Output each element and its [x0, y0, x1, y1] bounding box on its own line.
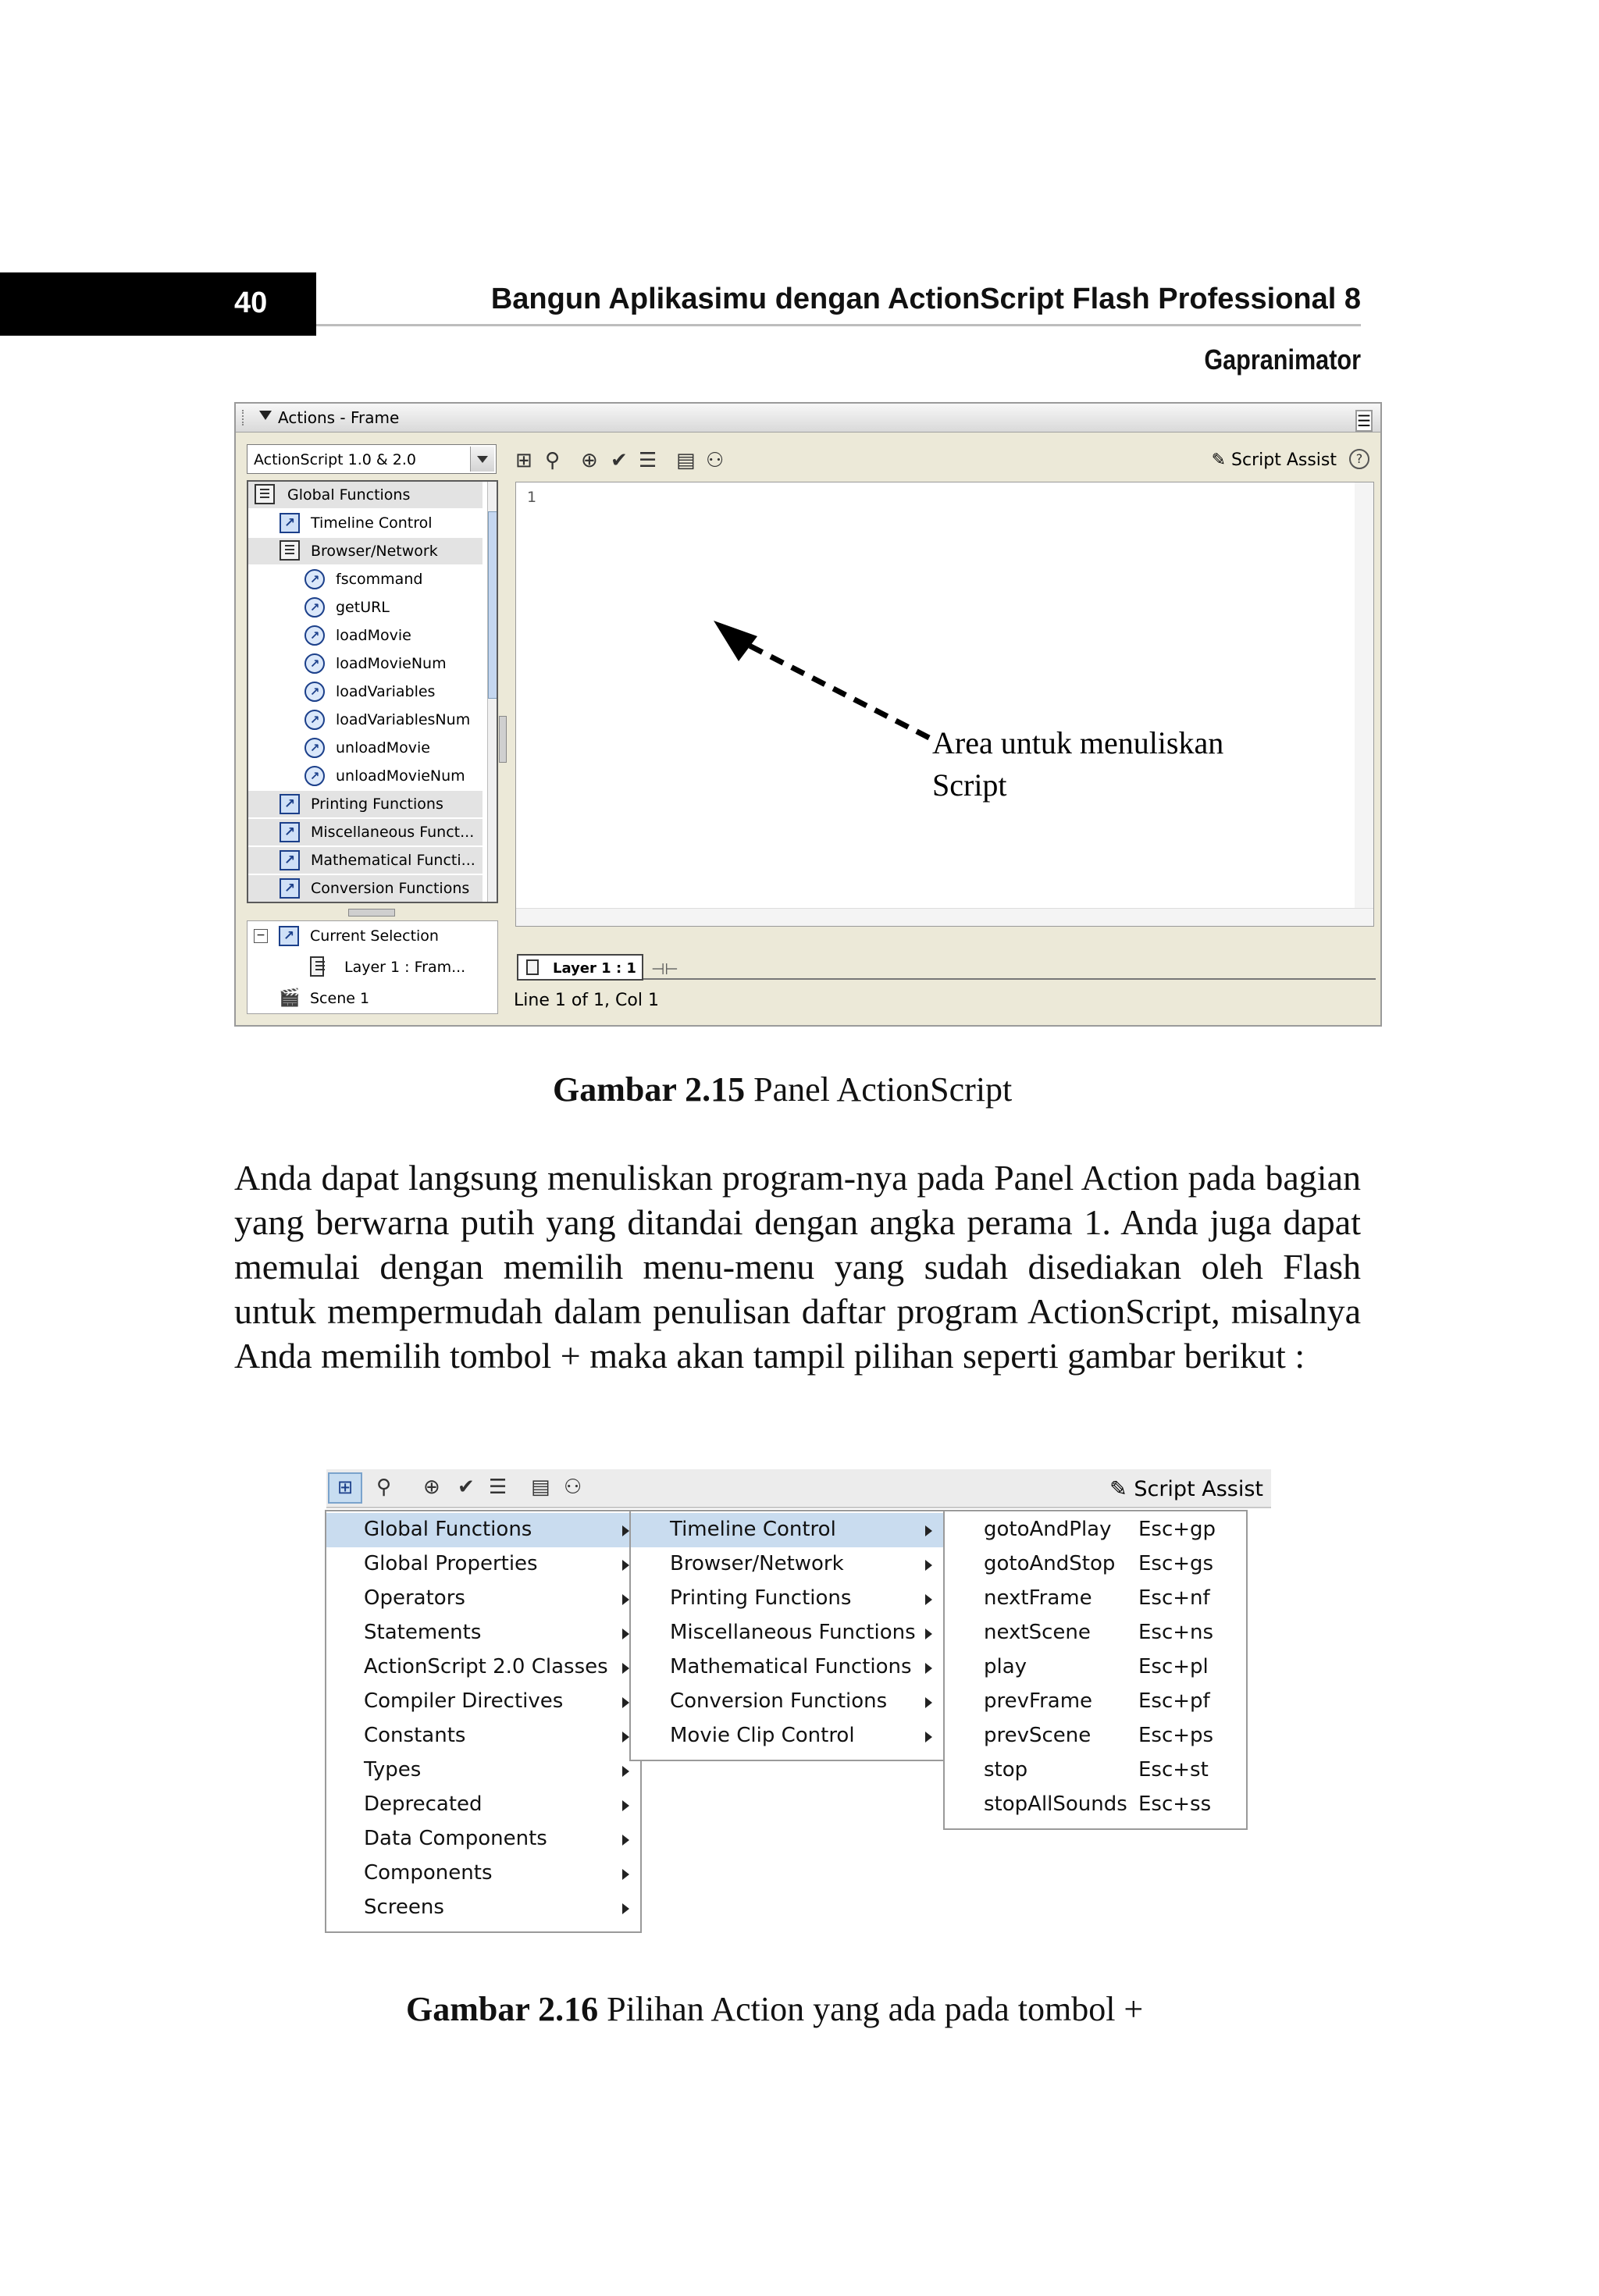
debug-options-icon[interactable]: ⚇ [706, 449, 725, 472]
menu-item[interactable]: Statements [326, 1616, 640, 1650]
submenu-arrow-icon [622, 1835, 629, 1846]
wand-icon: ✎ [1109, 1477, 1127, 1501]
function-icon: ↗ [304, 625, 325, 646]
menu-item[interactable]: prevFrame Esc+pf [984, 1689, 1210, 1713]
action-icon: ↗ [280, 878, 300, 899]
function-icon: ↗ [304, 738, 325, 758]
page-number-bar [0, 272, 316, 336]
shortcut: Esc+pl [1138, 1655, 1209, 1678]
submenu-arrow-icon [622, 1560, 629, 1571]
shortcut: Esc+ns [1138, 1621, 1214, 1644]
script-assist-button[interactable]: ✎ Script Assist [1109, 1477, 1263, 1501]
tree-item[interactable]: ↗ loadVariablesNum [248, 707, 483, 733]
tree-item[interactable]: − ↗ Current Selection [248, 923, 482, 949]
wand-icon: ✎ [1211, 450, 1227, 470]
tree-item[interactable]: Layer 1 : Fram... [248, 954, 482, 981]
submenu-arrow-icon [622, 1766, 629, 1777]
tab-line [643, 978, 1376, 980]
code-hint-icon[interactable]: ▤ [531, 1475, 550, 1499]
menu-item[interactable]: ActionScript 2.0 Classes [326, 1650, 640, 1685]
actions-panel-screenshot [234, 402, 1382, 1027]
figure-caption-1 [553, 1070, 1012, 1109]
menu-item[interactable]: Timeline Control [631, 1513, 943, 1547]
menu-item[interactable]: Components [326, 1856, 640, 1891]
menu-item[interactable]: Global Functions [326, 1513, 640, 1547]
author-name: Gapranimator [1204, 344, 1361, 376]
menu-item[interactable]: gotoAndStop Esc+gs [984, 1552, 1214, 1575]
version-select-value: ActionScript 1.0 & 2.0 [254, 451, 416, 468]
target-path-icon[interactable]: ⊕ [423, 1475, 440, 1499]
submenu-arrow-icon [622, 1525, 629, 1536]
editor-annotation: Area untuk menuliskan Script [932, 725, 1224, 803]
tree-item[interactable]: ↗ Printing Functions [248, 791, 483, 817]
tree-item[interactable]: Browser/Network [248, 538, 483, 564]
menu-item[interactable]: Screens [326, 1891, 640, 1925]
tree-item[interactable]: ↗ unloadMovie [248, 735, 483, 761]
submenu-arrow-icon [925, 1594, 932, 1605]
auto-format-icon[interactable]: ☰ [489, 1475, 507, 1499]
action-icon: ↗ [280, 794, 300, 814]
menu-item[interactable]: stop Esc+st [984, 1758, 1209, 1782]
panel-menu-icon[interactable]: ☰ [1357, 411, 1371, 430]
menu-item[interactable]: stopAllSounds Esc+ss [984, 1792, 1212, 1816]
submenu-arrow-icon [925, 1663, 932, 1674]
caption-label: Gambar 2.15 [553, 1070, 746, 1109]
submenu-arrow-icon [622, 1903, 629, 1914]
menu-item[interactable]: Compiler Directives [326, 1685, 640, 1719]
actions-toolbar-2 [326, 1469, 1271, 1508]
code-hint-icon[interactable]: ▤ [676, 449, 696, 472]
action-icon: ↗ [280, 513, 300, 533]
submenu-arrow-icon [622, 1629, 629, 1639]
pin-script-icon[interactable]: ⊣⊢ [651, 959, 678, 978]
add-action-button[interactable]: ⊞ [328, 1472, 362, 1504]
global-functions-submenu [629, 1510, 945, 1761]
action-icon: ↗ [280, 850, 300, 870]
menu-item[interactable]: Constants [326, 1719, 640, 1753]
status-bar: Line 1 of 1, Col 1 [514, 991, 659, 1010]
menu-item[interactable]: play Esc+pl [984, 1655, 1209, 1678]
tree-item[interactable]: ↗ unloadMovieNum [248, 763, 483, 789]
shortcut: Esc+st [1138, 1758, 1209, 1782]
submenu-arrow-icon [925, 1629, 932, 1639]
function-icon: ↗ [304, 653, 325, 674]
menu-item[interactable]: gotoAndPlay Esc+gp [984, 1518, 1216, 1541]
debug-options-icon[interactable]: ⚇ [564, 1475, 582, 1499]
find-icon[interactable]: ⚲ [545, 449, 561, 472]
auto-format-icon[interactable]: ☰ [639, 449, 657, 472]
shortcut: Esc+pf [1138, 1689, 1210, 1713]
tree-item[interactable]: ↗ loadVariables [248, 678, 483, 705]
body-paragraph: Anda dapat langsung menuliskan program-nya pada Panel Action pada bagian yang berwarna putih yang ditandai dengan angka perama 1. Anda juga dapat memulai dengan memilih menu-menu yang sudah disediakan oleh Flash untuk mempermudah dalam penulisan daftar program ActionScript, misalnya Anda memilih tombol + maka akan tampil pilihan seperti gambar berikut : [234, 1158, 1361, 1376]
tree-item[interactable]: ↗ Conversion Functions [248, 875, 483, 902]
submenu-arrow-icon [622, 1732, 629, 1742]
figure-caption-2 [406, 1989, 1143, 2029]
menu-item[interactable]: Deprecated [326, 1788, 640, 1822]
arrowhead [714, 621, 757, 661]
tree-item[interactable]: 🎬 Scene 1 [279, 988, 370, 1008]
script-assist-button[interactable]: ✎ Script Assist [1211, 450, 1337, 470]
menu-item[interactable]: Movie Clip Control [631, 1719, 943, 1753]
global-menu [325, 1510, 642, 1933]
line-number: 1 [527, 489, 537, 506]
action-icon: ↗ [280, 822, 300, 842]
shortcut: Esc+ss [1138, 1792, 1212, 1816]
function-icon: ↗ [304, 597, 325, 618]
menu-item[interactable]: Data Components [326, 1822, 640, 1856]
panel-title: Actions - Frame [278, 408, 400, 427]
submenu-arrow-icon [925, 1560, 932, 1571]
header-rule [316, 324, 1361, 326]
submenu-arrow-icon [622, 1663, 629, 1674]
annotation-arrow [236, 404, 1384, 1028]
caption-text: Pilihan Action yang ada pada tombol + [598, 1990, 1144, 2028]
menu-item[interactable]: prevScene Esc+ps [984, 1724, 1214, 1747]
timeline-control-submenu [943, 1510, 1248, 1830]
menu-item[interactable]: Global Properties [326, 1547, 640, 1582]
menu-item[interactable]: nextScene Esc+ns [984, 1621, 1214, 1644]
tree-item[interactable]: ↗ loadMovieNum [248, 650, 483, 677]
tree-item[interactable]: ↗ fscommand [248, 566, 483, 593]
menu-item[interactable]: Conversion Functions [631, 1685, 943, 1719]
target-path-icon[interactable]: ⊕ [581, 449, 598, 472]
page-number: 40 [234, 287, 268, 319]
check-syntax-icon[interactable]: ✔ [611, 449, 628, 472]
shortcut: Esc+gs [1138, 1552, 1214, 1575]
dashed-arrow-line [743, 643, 929, 738]
tree-item[interactable]: ↗ Miscellaneous Funct... [248, 819, 483, 845]
menu-item[interactable]: Types [326, 1753, 640, 1788]
tree-item[interactable]: ↗ getURL [248, 594, 483, 621]
submenu-arrow-icon [622, 1697, 629, 1708]
menu-item[interactable]: Operators [326, 1582, 640, 1616]
function-icon: ↗ [304, 682, 325, 702]
function-icon: ↗ [304, 569, 325, 589]
check-syntax-icon[interactable]: ✔ [458, 1475, 475, 1499]
caption-label: Gambar 2.16 [406, 1990, 599, 2028]
submenu-arrow-icon [925, 1525, 932, 1536]
function-icon: ↗ [304, 710, 325, 730]
tree-item[interactable]: ↗ loadMovie [248, 622, 483, 649]
function-icon: ↗ [304, 766, 325, 786]
tree-item[interactable]: ↗ Mathematical Functi... [248, 847, 483, 874]
submenu-arrow-icon [925, 1732, 932, 1742]
submenu-arrow-icon [622, 1869, 629, 1880]
menu-item[interactable]: Printing Functions [631, 1582, 943, 1616]
frame-icon [526, 959, 539, 975]
shortcut: Esc+ps [1138, 1724, 1214, 1747]
add-action-icon[interactable]: ⊞ [515, 449, 532, 472]
shortcut: Esc+gp [1138, 1518, 1216, 1541]
find-icon[interactable]: ⚲ [376, 1475, 392, 1499]
submenu-arrow-icon [622, 1594, 629, 1605]
scene-icon: 🎬 [279, 988, 301, 1008]
caption-text: Panel ActionScript [745, 1070, 1013, 1109]
menu-item[interactable]: nextFrame Esc+nf [984, 1586, 1210, 1610]
menu-item[interactable]: Miscellaneous Functions [631, 1616, 943, 1650]
book-title: Bangun Aplikasimu dengan ActionScript Flash Professional 8 [490, 283, 1361, 315]
collapse-icon[interactable]: − [254, 929, 268, 943]
shortcut: Esc+nf [1138, 1586, 1210, 1610]
menu-item[interactable]: Browser/Network [631, 1547, 943, 1582]
submenu-arrow-icon [925, 1697, 932, 1708]
help-icon[interactable]: ? [1349, 449, 1369, 469]
menu-item[interactable]: Mathematical Functions [631, 1650, 943, 1685]
layer-tab[interactable]: Layer 1 : 1 [517, 954, 643, 981]
tree-item[interactable]: ↗ Timeline Control [248, 510, 483, 536]
submenu-arrow-icon [622, 1800, 629, 1811]
tree-item[interactable]: Global Functions [248, 482, 483, 508]
action-icon: ↗ [279, 926, 299, 946]
